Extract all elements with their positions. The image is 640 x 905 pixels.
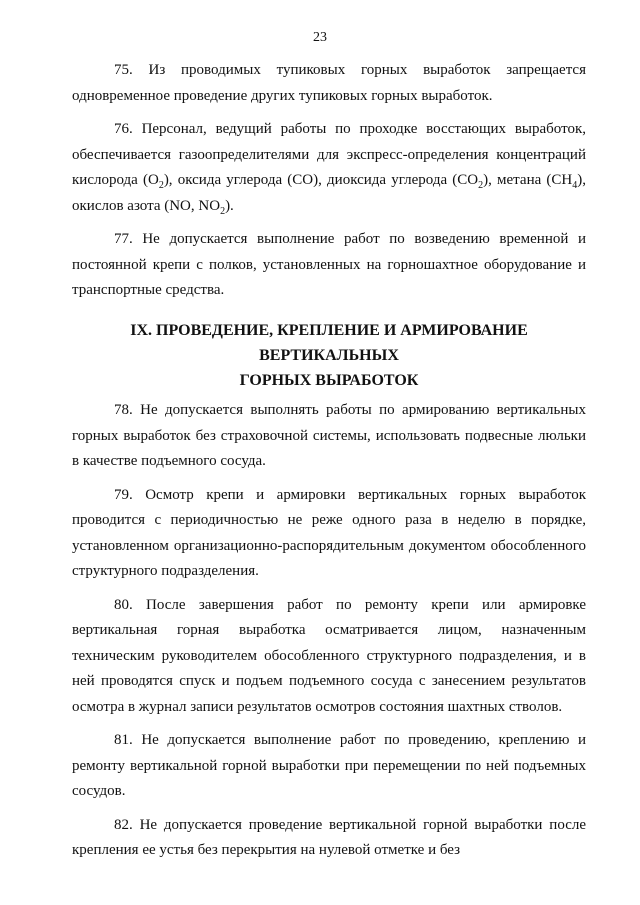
paragraphs-after-section [72, 398, 586, 872]
paragraph-78: 78. Не допускается выполнять работы по армированию вертикальных горных выработок без страховочной системы, использовать подвесные люльки в качестве подъемного сосуда. [72, 402, 586, 469]
paragraph-79: 79. Осмотр крепи и армировки вертикальных горных выработок проводится с периодичностью не реже одного раза в неделю в порядке, установленном организационно-распорядительным документом обособленного структурного подразделения. [72, 486, 586, 579]
paragraph-75: 75. Из проводимых тупиковых горных выработок запрещается одновременное проведение других тупиковых горных выработок. [72, 62, 586, 104]
paragraph-76: 76. Персонал, ведущий работы по проходке восстающих выработок, обеспечивается газоопределителями для экспресс-определения концентраций кислорода $(O_2)$, оксида углерода (CO), диоксида углерода $(CO_2)$, метана $(CH_4)$, окислов азота (NO, $NO_2$). [72, 121, 586, 217]
section-heading-line-1: IX. ПРОВЕДЕНИЕ, КРЕПЛЕНИЕ И АРМИРОВАНИЕ ВЕРТИКАЛЬНЫХ [130, 322, 528, 364]
paragraph-80: 80. После завершения работ по ремонту крепи или армировке вертикальная горная выработка осматривается лицом, назначенным техническим руководителем обособленного структурного подразделения, и в ней проводятся спуск и подъем подъемного сосуда с занесением результатов осмотра в журнал записи результатов осмотров состояния шахтных стволов. [72, 596, 586, 715]
page-number: 23 [313, 30, 327, 45]
section-heading-line-2: ГОРНЫХ ВЫРАБОТОК [239, 372, 419, 389]
section-heading [72, 318, 586, 393]
paragraph-81: 81. Не допускается выполнение работ по проведению, креплению и ремонту вертикальной горной выработки при перемещении по ней подъемных сосудов. [72, 732, 586, 799]
paragraph-77: 77. Не допускается выполнение работ по возведению временной и постоянной крепи с полков, установленных на горношахтное оборудование и транспортные средства. [72, 231, 586, 298]
paragraph-82: 82. Не допускается проведение вертикальной горной выработки после крепления ее устья без перекрытия на нулевой отметке и без [72, 816, 586, 858]
paragraphs-before-section [72, 58, 586, 312]
